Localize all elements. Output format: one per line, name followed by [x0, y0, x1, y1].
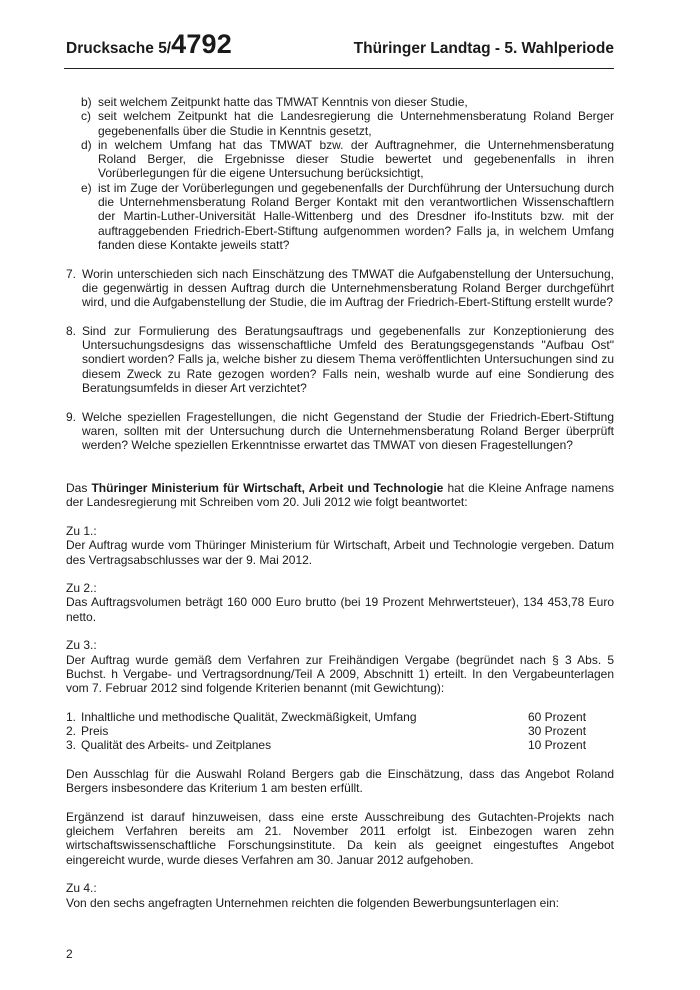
answer-2-heading: Zu 2.: [66, 581, 97, 596]
question-label: 9. [66, 409, 77, 424]
sub-question-label: d) [81, 137, 92, 152]
criteria-list [66, 710, 614, 753]
ministry-name: Thüringer Ministerium für Wirtschaft, Arbeit und Technologie [91, 481, 444, 496]
question-7 [66, 267, 614, 310]
intro-text: Das [66, 481, 92, 496]
criteria-row [66, 738, 614, 752]
question-label: 7. [66, 266, 77, 281]
answer-1-text: Der Auftrag wurde vom Thüringer Ministerium für Wirtschaft, Arbeit und Technologie vergeben. Datum des Vertragsabschlusses war der 9. Mai 2012. [66, 538, 614, 567]
criteria-name: Inhaltliche und methodische Qualität, Zweckmäßigkeit, Umfang [81, 709, 417, 724]
page-header [64, 28, 614, 69]
question-9 [66, 410, 614, 453]
criteria-number: 1. [66, 709, 77, 724]
sub-question-label: b) [81, 95, 92, 109]
question-label: 8. [66, 323, 77, 338]
answer-3-heading: Zu 3.: [66, 638, 97, 653]
criteria-name: Preis [81, 724, 109, 739]
answer-2-text: Das Auftragsvolumen beträgt 160 000 Euro brutto (bei 19 Prozent Mehrwertsteuer), 134 453,78 Euro netto. [66, 595, 614, 624]
document-number [66, 29, 232, 60]
answer-4-heading: Zu 4.: [66, 881, 97, 896]
doc-prefix: Drucksache 5/ [66, 40, 172, 57]
doc-number: 4792 [171, 29, 232, 59]
sub-question-text: seit welchem Zeitpunkt hatte das TMWAT Kenntnis von dieser Studie, [98, 95, 468, 109]
answer-intro [66, 481, 614, 510]
sub-question-c [81, 109, 614, 138]
criteria-name: Qualität des Arbeits- und Zeitplanes [81, 738, 272, 753]
answer-4-text: Von den sechs angefragten Unternehmen reichten die folgenden Bewerbungsunterlagen ein: [66, 895, 560, 910]
criteria-weight: 10 Prozent [528, 738, 587, 753]
document-body [66, 95, 614, 910]
criteria-row [66, 724, 614, 738]
answer-1-heading: Zu 1.: [66, 523, 97, 538]
answer-3-conclusion: Den Ausschlag für die Auswahl Roland Bergers gab die Einschätzung, dass das Angebot Roland Bergers insbesondere das Kriterium 1 am besten erfüllt. [66, 766, 614, 796]
question-8 [66, 324, 614, 395]
question-text: Sind zur Formulierung des Beratungsauftrags und gegebenenfalls zur Konzeptionierung des Untersuchungsdesigns das wissenschaftliche Umfeld des Beratungsgegenstands "Aufbau Ost" sondiert worden? Falls ja, welche bisher zu diesem Thema veröffentlichten Untersuchungen sind zu diesem Zweck zu Rate gezogen worden? Falls nein, weshalb wurde auf eine Sondierung des Beratungsumfelds in dieser Art verzichtet? [82, 323, 614, 395]
parliament-title: Thüringer Landtag - 5. Wahlperiode [353, 40, 614, 57]
answer-3-note: Ergänzend ist darauf hinzuweisen, dass eine erste Ausschreibung des Gutachten-Projekts nach gleichem Verfahren bereits am 21. November 2011 erfolgt ist. Einbezogen waren zehn wirtschaftswissenschaftliche Forschungsinstitute. Da kein als geeignet eingestuftes Angebot eingereicht wurde, wurde dieses Verfahren am 30. Januar 2012 aufgehoben. [66, 809, 614, 867]
question-list [66, 267, 614, 453]
question-text: Worin unterschieden sich nach Einschätzung des TMWAT die Aufgabenstellung der Untersuchung, die gegenwärtig in dessen Auftrag durch die Unternehmensberatung Roland Berger durchgeführt wird, und die Aufgabenstellung der Studie, die im Auftrag der Friedrich-Ebert-Stiftung erstellt wurde? [82, 266, 614, 310]
sub-question-label: c) [81, 109, 91, 124]
sub-question-d [81, 138, 614, 181]
intro-text: hat die Kleine Anfrage namens der Landesregierung mit Schreiben vom 20. Juli 2012 wie folgt beantwortet: [66, 481, 614, 510]
answer-3-text: Der Auftrag wurde gemäß dem Verfahren zur Freihändigen Vergabe (begründet nach § 3 Abs. 5 Buchst. h Vergabe- und Vertragsordnung/Teil A 2009, Abschnitt 1) erteilt. In den Vergabeunterlagen vom 7. Februar 2012 sind folgende Kriterien benannt (mit Gewichtung): [66, 652, 614, 696]
sub-question-text: seit welchem Zeitpunkt hat die Landesregierung die Unternehmensberatung Roland Berger gegebenenfalls über die Studie in Kenntnis gesetzt, [98, 109, 614, 138]
sub-question-b [81, 95, 614, 109]
criteria-weight: 60 Prozent [528, 709, 587, 724]
sub-question-label: e) [81, 180, 92, 195]
criteria-row [66, 710, 614, 724]
sub-question-e [81, 181, 614, 252]
sub-question-list [81, 95, 614, 252]
criteria-weight: 30 Prozent [528, 724, 587, 739]
criteria-number: 2. [66, 724, 77, 739]
sub-question-text: in welchem Umfang hat das TMWAT bzw. der Auftragnehmer, die Unternehmensberatung Roland Berger, die Ergebnisse dieser Studie bewertet und gegebenenfalls in ihren Vorüberlegungen für die eigene Untersuchung berücksichtigt, [98, 137, 614, 181]
criteria-number: 3. [66, 738, 77, 753]
sub-question-text: ist im Zuge der Vorüberlegungen und gegebenenfalls der Durchführung der Untersuchung durch die Unternehmensberatung Roland Berger Kontakt mit den verantwortlichen Wissenschaftlern der Martin-Luther-Universität Halle-Wittenberg und des Dresdner ifo-Instituts bzw. mit der auftraggebenden Friedrich-Ebert-Stiftung aufgenommen worden? Falls ja, in welchem Umfang fanden diese Kontakte jeweils statt? [98, 180, 614, 252]
page-number: 2 [66, 947, 73, 961]
question-text: Welche speziellen Fragestellungen, die nicht Gegenstand der Studie der Friedrich-Ebert-Stiftung waren, sollten mit der Untersuchung durch die Unternehmensberatung Roland Berger überprüft werden? Welche speziellen Erkenntnisse erwartet das TMWAT von diesen Fragestellungen? [82, 409, 614, 453]
